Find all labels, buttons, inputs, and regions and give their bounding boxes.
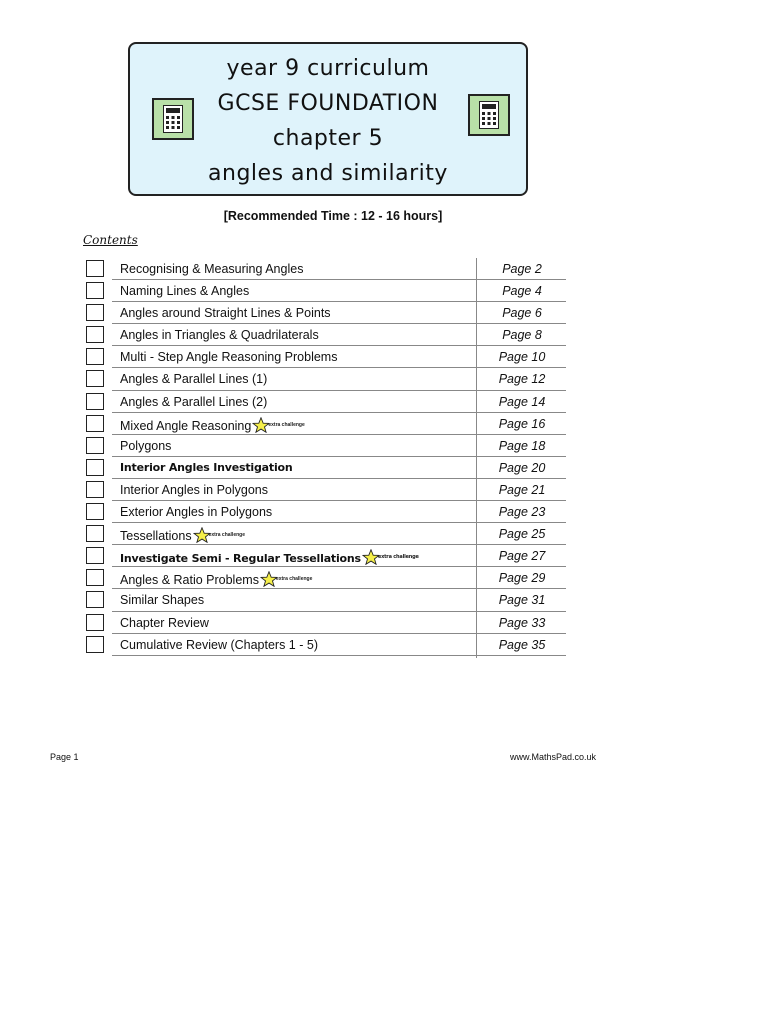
toc-page: Page 8 — [502, 328, 542, 343]
toc-title — [120, 505, 272, 519]
toc-title-text: Angles & Ratio Problems — [120, 573, 259, 588]
toc-title-text: Exterior Angles in Polygons — [120, 505, 273, 520]
toc-title-text: Angles in Triangles & Quadrilaterals — [120, 328, 319, 343]
checkbox[interactable] — [86, 459, 104, 476]
toc-row — [84, 501, 566, 523]
toc-title-text: Polygons — [120, 438, 172, 453]
toc-page: Page 35 — [498, 637, 546, 652]
checkbox[interactable] — [86, 260, 104, 277]
checkbox[interactable] — [86, 437, 104, 454]
toc-title-text: Angles around Straight Lines & Points — [120, 306, 331, 321]
title-line-1: year 9 curriculum — [226, 56, 430, 81]
toc-title-text: Similar Shapes — [120, 593, 205, 608]
toc-title — [120, 372, 267, 386]
toc-row — [84, 391, 566, 413]
toc-page: Page 20 — [498, 460, 546, 475]
toc-title-text: Cumulative Review (Chapters 1 - 5) — [120, 637, 318, 652]
toc-title — [120, 395, 267, 409]
footer-page-number: Page 1 — [50, 752, 79, 762]
checkbox[interactable] — [86, 282, 104, 299]
toc-title — [120, 616, 209, 630]
toc-row — [84, 368, 566, 390]
toc-row — [84, 612, 566, 634]
checkbox[interactable] — [86, 370, 104, 387]
title-line-2: GCSE FOUNDATION — [217, 91, 439, 116]
toc-title — [120, 527, 245, 543]
toc-title — [120, 439, 171, 453]
toc-title — [120, 483, 268, 497]
contents-heading: Contents — [83, 233, 138, 247]
toc-page: Page 6 — [502, 306, 542, 321]
toc-page: Page 4 — [502, 284, 542, 299]
toc-page: Page 31 — [498, 593, 546, 608]
checkbox[interactable] — [86, 525, 104, 542]
toc-title — [120, 284, 249, 298]
toc-title — [120, 306, 331, 320]
toc-page: Page 10 — [498, 350, 546, 365]
toc-page: Page 21 — [498, 482, 546, 497]
toc-page: Page 23 — [498, 505, 546, 520]
checkbox[interactable] — [86, 503, 104, 520]
footer-website: www.MathsPad.co.uk — [510, 752, 597, 762]
toc-title-text: Interior Angles in Polygons — [120, 482, 269, 497]
toc-row — [84, 302, 566, 324]
toc-title-text: Mixed Angle Reasoning — [120, 418, 252, 433]
toc-row — [84, 457, 566, 479]
checkbox[interactable] — [86, 326, 104, 343]
toc-title — [120, 593, 204, 607]
toc-row — [84, 435, 566, 457]
toc-row — [84, 324, 566, 346]
title-box — [128, 42, 528, 196]
toc-row — [84, 346, 566, 368]
toc-title — [120, 549, 419, 565]
title-line-4: angles and similarity — [208, 161, 448, 186]
toc-title-text: Tessellations — [120, 529, 192, 544]
title-line-3: chapter 5 — [272, 126, 384, 151]
row-divider — [112, 655, 566, 656]
toc-title-text: Investigate Semi - Regular Tessellations — [120, 552, 361, 566]
recommended-time: [Recommended Time : 12 - 16 hours] — [223, 209, 443, 223]
toc-row — [84, 479, 566, 501]
toc-row — [84, 567, 566, 589]
toc-row — [84, 545, 566, 567]
extra-challenge-note: extra challenge — [377, 554, 419, 561]
toc-page: Page 18 — [498, 438, 546, 453]
toc-title-text: Naming Lines & Angles — [120, 284, 250, 299]
toc-title-text: Chapter Review — [120, 615, 209, 630]
checkbox[interactable] — [86, 393, 104, 410]
toc-page: Page 14 — [498, 394, 546, 409]
extra-challenge-note: extra challenge — [208, 532, 245, 539]
extra-challenge-note: extra challenge — [275, 576, 313, 583]
checkbox[interactable] — [86, 636, 104, 653]
checkbox[interactable] — [86, 591, 104, 608]
toc-title — [120, 328, 319, 342]
toc-page: Page 16 — [498, 416, 546, 431]
toc-title-text: Angles & Parallel Lines (2) — [120, 394, 268, 409]
checkbox[interactable] — [86, 547, 104, 564]
toc-page: Page 25 — [498, 527, 546, 542]
toc-page: Page 2 — [502, 262, 542, 276]
checkbox[interactable] — [86, 348, 104, 365]
toc-title-text: Recognising & Measuring Angles — [120, 262, 304, 276]
toc-page: Page 29 — [498, 571, 546, 586]
toc-page: Page 33 — [498, 615, 546, 630]
toc-title — [120, 461, 293, 474]
toc-title — [120, 638, 318, 652]
toc-row — [84, 589, 566, 611]
toc-title — [120, 417, 305, 433]
toc-page: Page 12 — [498, 372, 546, 387]
toc-title-text: Multi - Step Angle Reasoning Problems — [120, 350, 338, 365]
checkbox[interactable] — [86, 415, 104, 432]
checkbox[interactable] — [86, 481, 104, 498]
toc-row — [84, 634, 566, 656]
toc-row — [84, 523, 566, 545]
toc-title — [120, 571, 312, 587]
checkbox[interactable] — [86, 304, 104, 321]
toc-title — [120, 350, 337, 364]
toc-title-text: Angles & Parallel Lines (1) — [120, 372, 268, 387]
checkbox[interactable] — [86, 569, 104, 586]
checkbox[interactable] — [86, 614, 104, 631]
toc-title-text: Interior Angles Investigation — [120, 460, 293, 474]
toc-row — [84, 258, 566, 280]
extra-challenge-note: extra challenge — [268, 421, 305, 428]
toc-title — [120, 262, 303, 276]
toc-row — [84, 413, 566, 435]
toc-row — [84, 280, 566, 302]
toc-page: Page 27 — [498, 549, 546, 564]
table-of-contents — [84, 258, 566, 656]
